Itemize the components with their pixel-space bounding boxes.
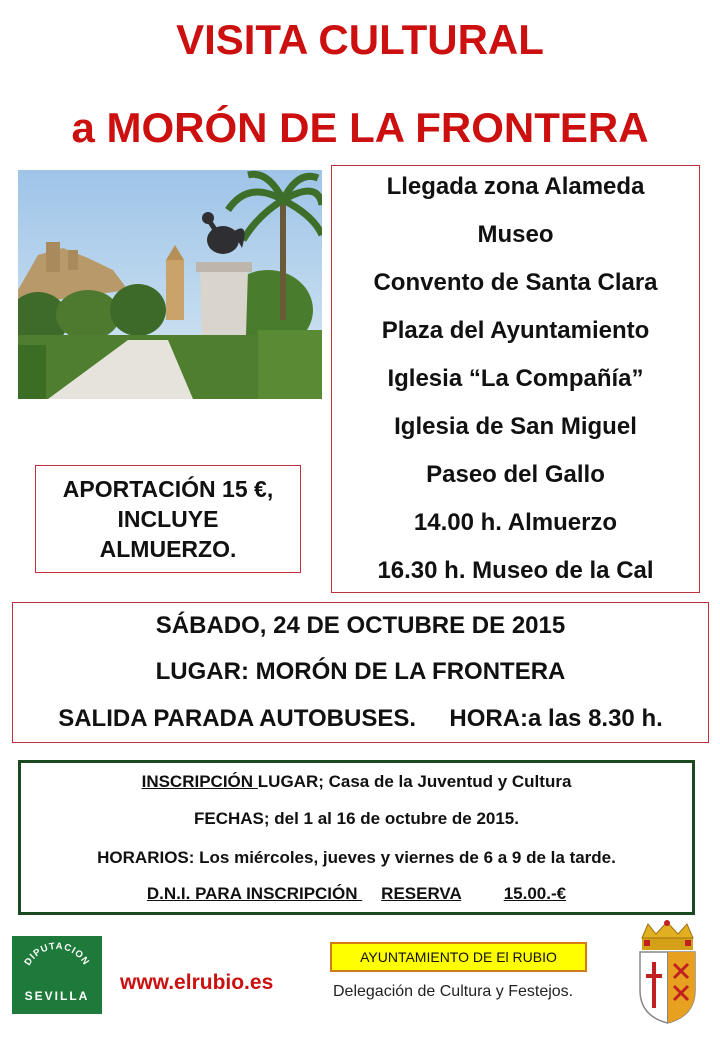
coat-of-arms-icon <box>630 920 705 1025</box>
event-departure: SALIDA PARADA AUTOBUSES. <box>58 705 417 732</box>
delegation-text: Delegación de Cultura y Festejos. <box>333 983 574 1000</box>
itinerary-item: Paseo del Gallo <box>426 461 605 488</box>
website-link[interactable]: www.elrubio.es <box>120 971 274 994</box>
itinerary-item: Iglesia de San Miguel <box>394 413 637 440</box>
price-line-3: ALMUERZO. <box>99 536 237 562</box>
inscription-dates: FECHAS; del 1 al 16 de octubre de 2015. <box>193 809 519 828</box>
inscription-dni-row <box>21 883 692 905</box>
inscription-heading: INSCRIPCIÓN <box>141 772 258 791</box>
svg-text:DIPUTACION <box>22 941 91 968</box>
inscription-box <box>18 760 695 915</box>
itinerary-item: Llegada zona Alameda <box>386 173 645 200</box>
inscription-hours: HORARIOS: Los miércoles, jueves y viernes de 6 a 9 de la tarde. <box>97 848 616 867</box>
inscription-amount: 15.00.-€ <box>503 884 567 903</box>
diputacion-logo-top-text: DIPUTACION <box>22 940 92 968</box>
event-time: HORA:a las 8.30 h. <box>449 705 663 732</box>
diputacion-logo-bottom-text: SEVILLA <box>24 989 90 1003</box>
event-date: SÁBADO, 24 DE OCTUBRE DE 2015 <box>155 612 566 639</box>
event-departure-row <box>13 704 708 734</box>
itinerary-item: Museo <box>477 221 554 248</box>
diputacion-logo <box>12 936 102 1014</box>
itinerary-box <box>331 165 700 593</box>
moron-photo <box>18 170 322 399</box>
itinerary-item: Plaza del Ayuntamiento <box>381 317 650 344</box>
ayuntamiento-label: AYUNTAMIENTO DE El RUBIO <box>330 942 587 972</box>
itinerary-item: 16.30 h. Museo de la Cal <box>377 557 654 584</box>
title-line-2: a MORÓN DE LA FRONTERA <box>71 104 649 151</box>
price-line-2: INCLUYE <box>117 506 219 532</box>
inscription-place: LUGAR; Casa de la Juventud y Cultura <box>257 772 572 791</box>
itinerary-item: Iglesia “La Compañía” <box>387 365 644 392</box>
itinerary-item: Convento de Santa Clara <box>373 269 658 296</box>
title-line-1: VISITA CULTURAL <box>176 16 544 63</box>
price-line-1: APORTACIÓN 15 €, <box>62 476 274 502</box>
details-box <box>12 602 709 743</box>
price-box <box>35 465 301 573</box>
inscription-dni: D.N.I. PARA INSCRIPCIÓN <box>146 884 363 903</box>
event-place: LUGAR: MORÓN DE LA FRONTERA <box>155 658 566 685</box>
inscription-place-row <box>21 771 692 793</box>
itinerary-item: 14.00 h. Almuerzo <box>413 509 618 536</box>
inscription-reserve: RESERVA <box>381 884 462 903</box>
